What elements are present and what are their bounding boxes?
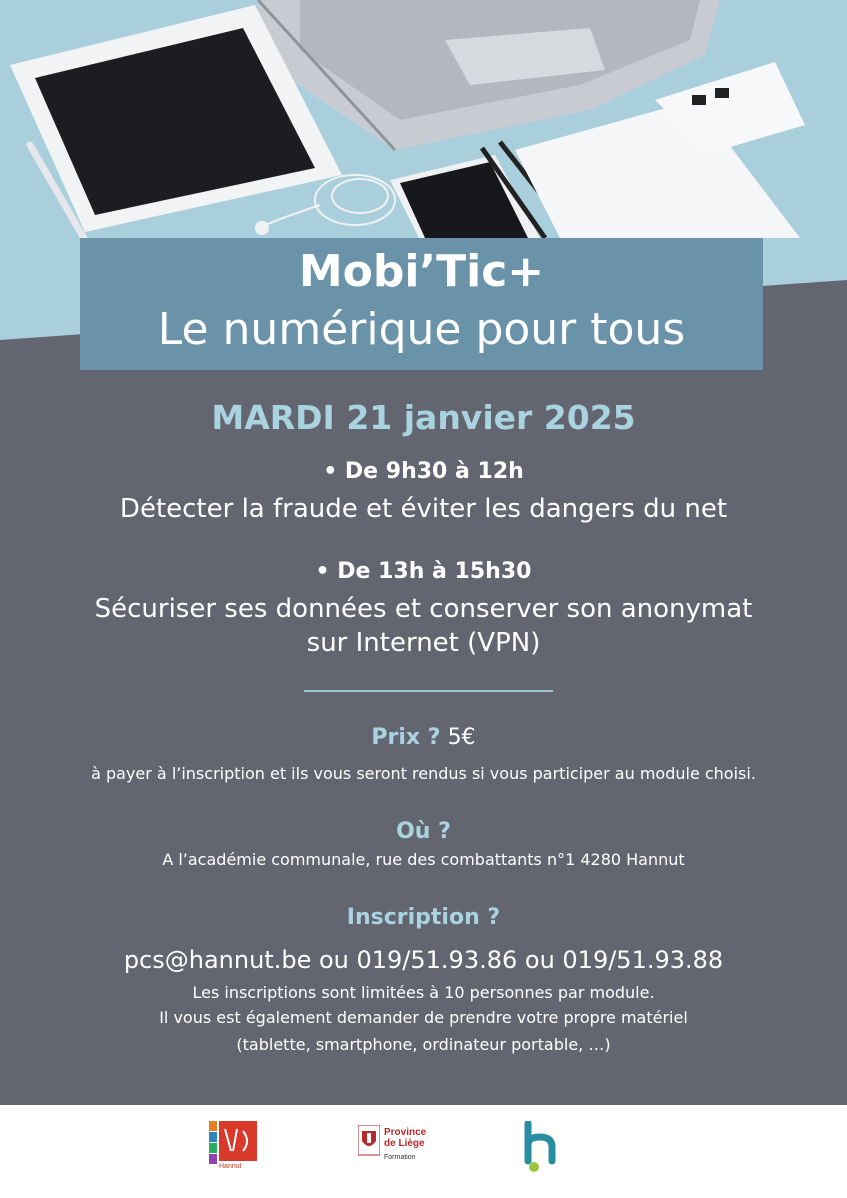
province-line-1: Province bbox=[384, 1127, 427, 1138]
divider bbox=[304, 690, 553, 692]
session-2-title-line1: Sécuriser ses données et conserver son anonymat bbox=[94, 594, 753, 624]
h-logo bbox=[522, 1121, 564, 1173]
session-1-time: • De 9h30 à 12h bbox=[323, 459, 524, 484]
registration-note-1: Les inscriptions sont limitées à 10 personnes par module. bbox=[192, 983, 655, 1002]
registration-label: Inscription ? bbox=[346, 905, 501, 930]
registration-note-2: Il vous est également demander de prendre votre propre matériel bbox=[159, 1008, 688, 1027]
event-date: MARDI 21 janvier 2025 bbox=[211, 398, 636, 437]
province-liege-logo bbox=[358, 1125, 438, 1171]
session-1-title: Détecter la fraude et éviter les dangers du net bbox=[119, 494, 728, 524]
title-banner bbox=[80, 238, 763, 370]
hannut-logo bbox=[209, 1121, 259, 1175]
price-value: 5€ bbox=[447, 725, 476, 750]
footer bbox=[0, 1105, 847, 1198]
province-line-2: de Liège bbox=[384, 1138, 425, 1149]
session-2-title bbox=[0, 592, 847, 660]
session-2-title-line2: sur Internet (VPN) bbox=[306, 628, 541, 658]
price-line bbox=[0, 722, 847, 754]
session-2-time: • De 13h à 15h30 bbox=[315, 559, 532, 584]
price-note: à payer à l’inscription et ils vous seront rendus si vous participer au module choisi. bbox=[91, 764, 756, 783]
location-address: A l’académie communale, rue des combattants n°1 4280 Hannut bbox=[162, 850, 685, 869]
page-subtitle: Le numérique pour tous bbox=[157, 304, 686, 355]
registration-contact: pcs@hannut.be ou 019/51.93.86 ou 019/51.93.88 bbox=[123, 946, 724, 974]
location-label: Où ? bbox=[396, 819, 451, 844]
page-title: Mobi’Tic+ bbox=[298, 246, 545, 297]
registration-note-3: (tablette, smartphone, ordinateur portable, …) bbox=[236, 1035, 611, 1054]
hannut-logo-text: Hannut bbox=[219, 1163, 242, 1170]
province-line-3: Formation bbox=[384, 1154, 416, 1161]
price-label: Prix ? bbox=[371, 725, 441, 750]
